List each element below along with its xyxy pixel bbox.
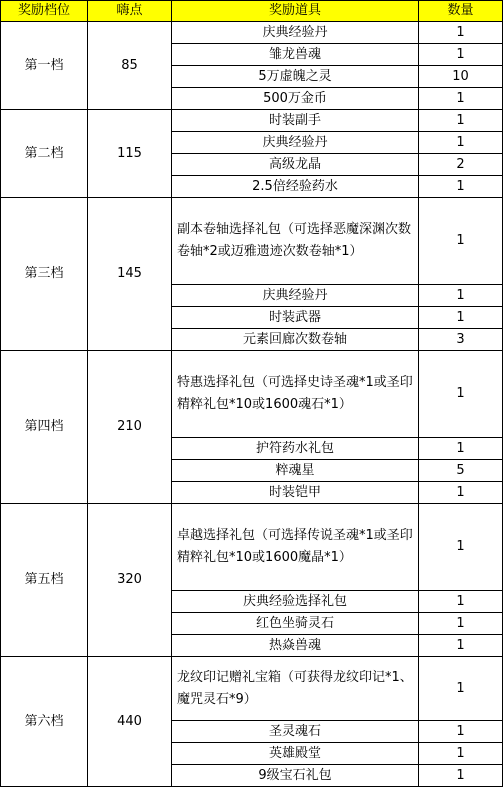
- tier-name: 第五档: [1, 504, 88, 657]
- reward-qty: 1: [419, 591, 503, 613]
- reward-qty: 1: [419, 44, 503, 66]
- reward-qty: 1: [419, 351, 503, 438]
- reward-item: 时装武器: [172, 307, 419, 329]
- reward-qty: 2: [419, 154, 503, 176]
- reward-item: 龙纹印记赠礼宝箱（可获得龙纹印记*1、魔咒灵石*9）: [172, 657, 419, 721]
- table-row: [1, 110, 503, 132]
- tier-name: 第二档: [1, 110, 88, 198]
- reward-qty: 10: [419, 66, 503, 88]
- reward-item: 卓越选择礼包（可选择传说圣魂*1或圣印精粹礼包*10或1600魔晶*1）: [172, 504, 419, 591]
- tier-points: 145: [88, 198, 172, 351]
- tier-points: 440: [88, 657, 172, 787]
- reward-item: 时装铠甲: [172, 482, 419, 504]
- header-row: [1, 1, 503, 22]
- reward-item: 庆典经验丹: [172, 22, 419, 44]
- reward-item: 9级宝石礼包: [172, 765, 419, 787]
- tier-name: 第一档: [1, 22, 88, 110]
- reward-qty: 1: [419, 22, 503, 44]
- header-tier: 奖励档位: [1, 1, 88, 22]
- reward-qty: 1: [419, 613, 503, 635]
- reward-qty: 5: [419, 460, 503, 482]
- reward-item: 高级龙晶: [172, 154, 419, 176]
- reward-item: 雏龙兽魂: [172, 44, 419, 66]
- reward-item: 热焱兽魂: [172, 635, 419, 657]
- reward-item: 时装副手: [172, 110, 419, 132]
- reward-item: 庆典经验丹: [172, 132, 419, 154]
- table-row: [1, 198, 503, 285]
- reward-qty: 1: [419, 743, 503, 765]
- header-item: 奖励道具: [172, 1, 419, 22]
- reward-item: 英雄殿堂: [172, 743, 419, 765]
- reward-qty: 1: [419, 285, 503, 307]
- reward-qty: 3: [419, 329, 503, 351]
- reward-qty: 1: [419, 110, 503, 132]
- reward-qty: 1: [419, 198, 503, 285]
- tier-points: 85: [88, 22, 172, 110]
- reward-item: 500万金币: [172, 88, 419, 110]
- header-points: 嗨点: [88, 1, 172, 22]
- table-row: [1, 22, 503, 44]
- reward-qty: 1: [419, 765, 503, 787]
- reward-item: 5万虚魄之灵: [172, 66, 419, 88]
- table-row: [1, 657, 503, 721]
- reward-item: 副本卷轴选择礼包（可选择恶魔深渊次数卷轴*2或迈雅遗迹次数卷轴*1）: [172, 198, 419, 285]
- reward-qty: 1: [419, 132, 503, 154]
- table-row: [1, 351, 503, 438]
- tier-name: 第三档: [1, 198, 88, 351]
- reward-qty: 1: [419, 482, 503, 504]
- tier-points: 320: [88, 504, 172, 657]
- reward-item: 庆典经验丹: [172, 285, 419, 307]
- reward-item: 圣灵魂石: [172, 721, 419, 743]
- reward-item: 护符药水礼包: [172, 438, 419, 460]
- reward-item: 特惠选择礼包（可选择史诗圣魂*1或圣印精粹礼包*10或1600魂石*1）: [172, 351, 419, 438]
- table-row: [1, 504, 503, 591]
- reward-item: 2.5倍经验药水: [172, 176, 419, 198]
- reward-item: 粹魂星: [172, 460, 419, 482]
- reward-qty: 1: [419, 307, 503, 329]
- reward-qty: 1: [419, 176, 503, 198]
- reward-qty: 1: [419, 504, 503, 591]
- reward-qty: 1: [419, 88, 503, 110]
- reward-item: 庆典经验选择礼包: [172, 591, 419, 613]
- reward-qty: 1: [419, 657, 503, 721]
- reward-item: 红色坐骑灵石: [172, 613, 419, 635]
- reward-qty: 1: [419, 635, 503, 657]
- reward-qty: 1: [419, 721, 503, 743]
- tier-name: 第六档: [1, 657, 88, 787]
- reward-qty: 1: [419, 438, 503, 460]
- header-qty: 数量: [419, 1, 503, 22]
- reward-item: 元素回廊次数卷轴: [172, 329, 419, 351]
- tier-points: 210: [88, 351, 172, 504]
- tier-name: 第四档: [1, 351, 88, 504]
- tier-points: 115: [88, 110, 172, 198]
